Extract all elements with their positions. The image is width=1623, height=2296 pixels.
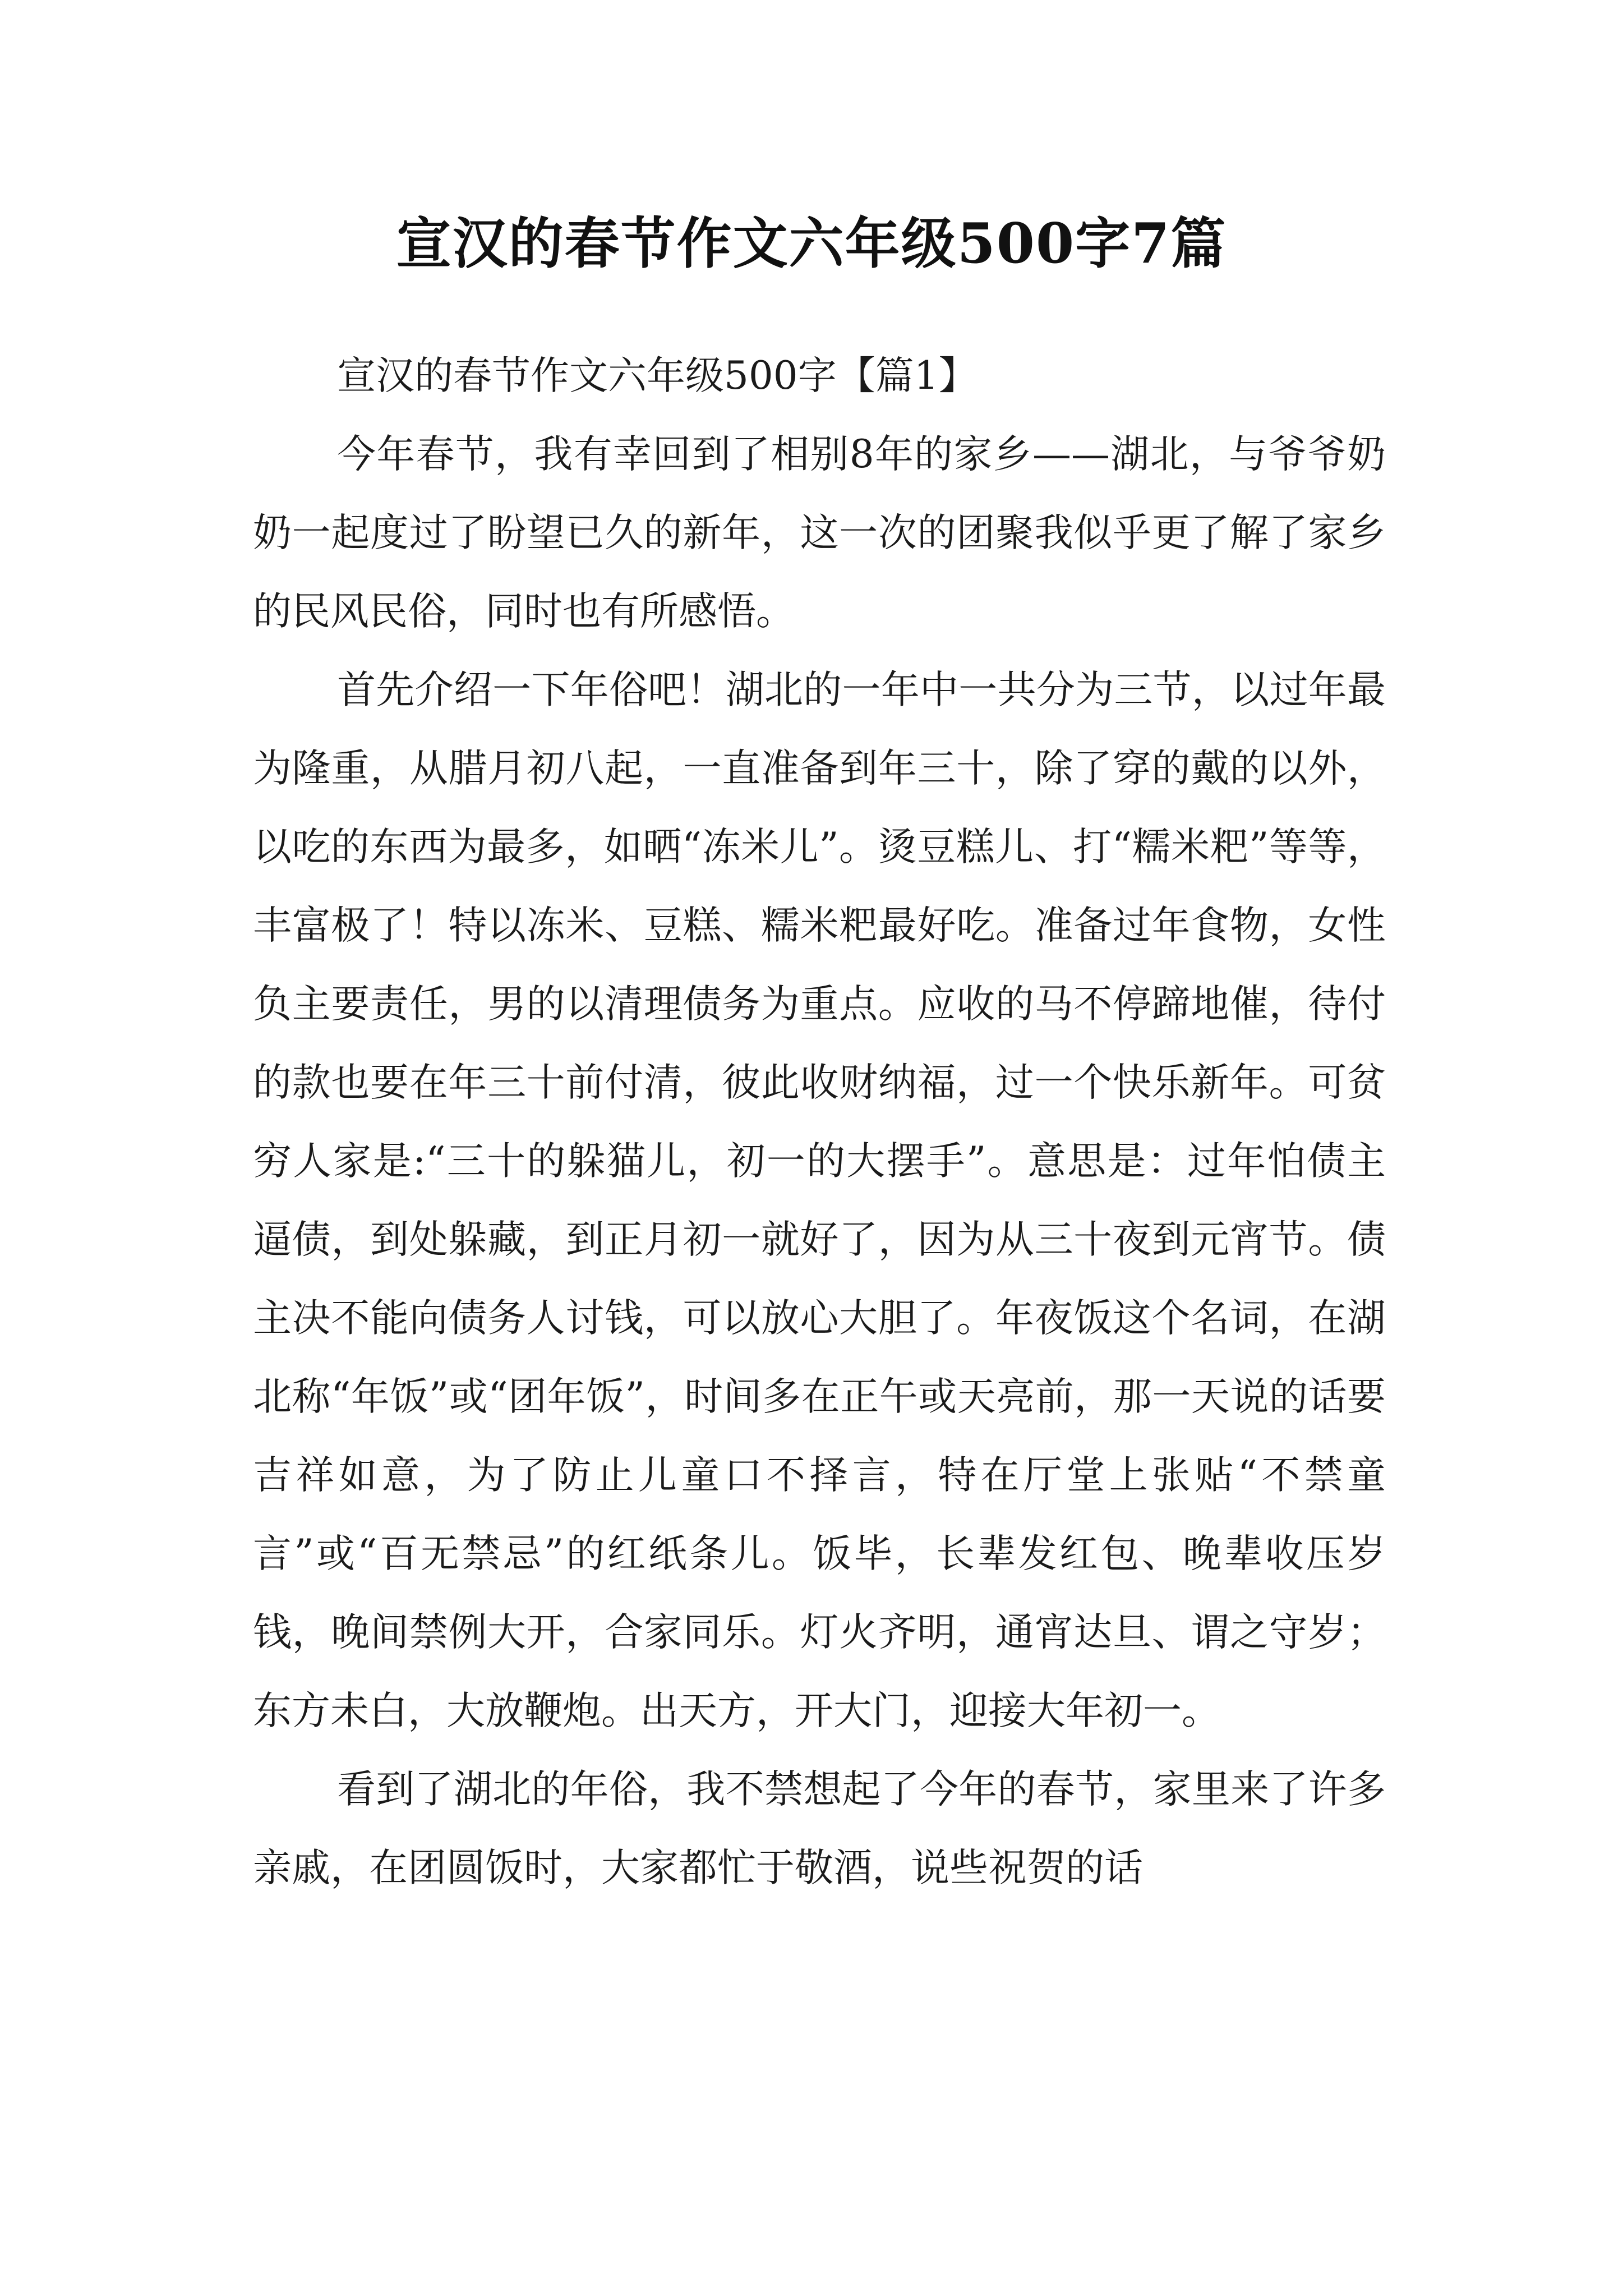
paragraph: 今年春节，我有幸回到了相别8年的家乡——湖北，与爷爷奶奶一起度过了盼望已久的新年，这一次的团聚我似乎更了解了家乡的民风民俗，同时也有所感悟。 xyxy=(253,432,1386,634)
section-heading: 宣汉的春节作文六年级500字【篇1】 xyxy=(337,353,978,398)
paragraph: 首先介绍一下年俗吧！湖北的一年中一共分为三节，以过年最为隆重，从腊月初八起，一直准备到年三十，除了穿的戴的以外，以吃的东西为最多，如晒“冻米儿”。烫豆糕儿、打“糯米粑”等等，丰富极了！特以冻米、豆糕、糯米粑最好吃。准备过年食物，女性负主要责任，男的以清理债务为重点。应收的马不停蹄地催，待付的款也要在年三十前付清，彼此收财纳福，过一个快乐新年。可贫穷人家是:“三十的躲猫儿，初一的大摆手”。意思是：过年怕债主逼债，到处躲藏，到正月初一就好了，因为从三十夜到元宵节。债主决不能向债务人讨钱，可以放心大胆了。年夜饭这个名词，在湖北称“年饭”或“团年饭”，时间多在正午或天亮前，那一天说的话要吉祥如意，为了防止儿童口不择言，特在厅堂上张贴“不禁童言”或“百无禁忌”的红纸条儿。饭毕，长辈发红包、晚辈收压岁钱，晚间禁例大开，合家同乐。灯火齐明，通宵达旦、谓之守岁；东方未白，大放鞭炮。出天方，开大门，迎接大年初一。 xyxy=(253,668,1386,1733)
paragraph: 看到了湖北的年俗，我不禁想起了今年的春节，家里来了许多亲戚，在团圆饭时，大家都忙于敬酒，说些祝贺的话 xyxy=(253,1767,1386,1890)
document-body xyxy=(253,337,1386,1907)
document-title: 宣汉的春节作文六年级500字7篇 xyxy=(396,211,1227,276)
